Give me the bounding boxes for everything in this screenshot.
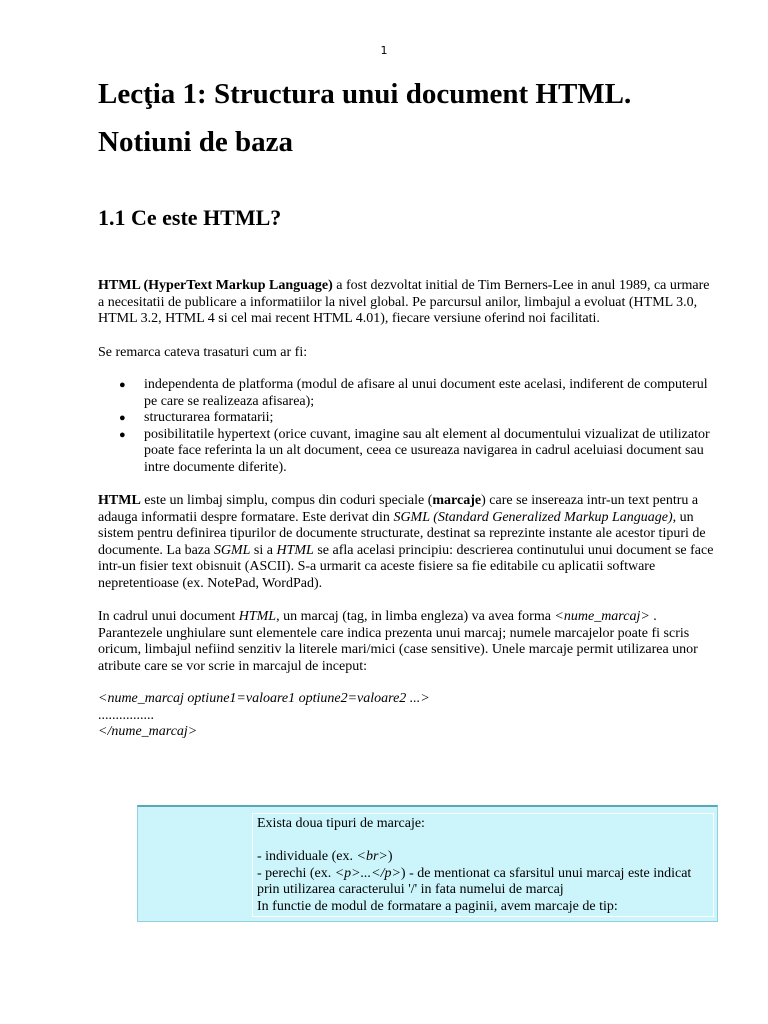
html-definition-paragraph: HTML este un limbaj simplu, compus din coduri speciale (marcaje) care se insereaza intr-un text pentru a adauga informatii despre formatare. Este derivat din SGML (Standard Generalized Markup Language), un sistem pentru definirea tipurilor de documente structurate, destinat sa reprezinte instante ale acestor tipuri de documente. La baza SGML si a HTML se afla acelasi principiu: descrierea continutului unui document se face intr-un fisier text obisnuit (ASCII). S-a urmarit ca aceste fisiere sa fie editabile cu aplicatii software nepretentioase (ex. NotePad, WordPad).: [98, 493, 714, 591]
callout-pairs-line: - perechi (ex. <p>...</p>) - de mentionat ca sfarsitul unui marcaj este indicat prin utilizarea caracterului '/' in fata numelui de marcaj: [257, 865, 692, 897]
code-line-dots: ................: [98, 707, 154, 723]
bullet-icon: ●: [119, 428, 126, 441]
section-heading: 1.1 Ce este HTML?: [98, 205, 282, 230]
intro-text: a fost dezvoltat initial de Tim Berners-Lee in anul 1989, ca urmare a necesitatii de publicare a informatiilor la nivel global. Pe parcursul anilor, limbajul a evoluat (HTML 3.0, HTML 3.2, HTML 4 si cel mai recent HTML 4.01), fiecare versiune oferind noi facilitati.: [98, 278, 710, 326]
callout-individual-line: - individuale (ex. <br>): [257, 849, 393, 864]
code-line-open: <nume_marcaj optiune1=valoare1 optiune2=valoare2 ...>: [98, 691, 430, 706]
bullet-icon: ●: [119, 412, 126, 424]
features-intro: Se remarca cateva trasaturi cum ar fi:: [98, 344, 308, 360]
features-list: [98, 377, 716, 476]
code-line-close: </nume_marcaj>: [98, 724, 198, 739]
callout-text: [252, 813, 714, 917]
callout-last-line: In functie de modul de formatare a paginii, avem marcaje de tip:: [257, 898, 618, 914]
tag-form-paragraph: In cadrul unui document HTML, un marcaj (tag, in limba engleza) va avea forma <nume_marcaj> . Parantezele unghiulare sunt elementele care indica prezenta unui marcaj; numele marcajelor poate fi scris oricum, limbajul nefiind senzitiv la literele mari/mici (case sensitive). Unele marcaje permit utilizarea unor atribute care se vor scrie in marcajul de inceput:: [98, 609, 698, 674]
list-item: ● posibilitatile hypertext (orice cuvant, imagine sau alt element al documentului vizualizat de utilizator poate face referinta la un alt document, ceea ce usureaza navigarea in cadrul aceluiasi document sau intre documente diferite).: [119, 426, 710, 475]
tag-syntax-example: [98, 691, 716, 741]
intro-paragraph: [98, 278, 716, 328]
html-term: HTML (HyperText Markup Language): [98, 278, 333, 293]
bullet-icon: ●: [119, 379, 126, 391]
list-item: ● structurarea formatarii;: [119, 410, 274, 425]
page-number: 1: [380, 44, 388, 57]
callout-heading: Exista doua tipuri de marcaje:: [257, 816, 425, 831]
list-item: ● independenta de platforma (modul de afisare al unui document este acelasi, indiferent de computerul pe care se realizeaza afisarea);: [119, 377, 708, 409]
lesson-title: Lecţia 1: Structura unui document HTML. Notiuni de baza: [98, 78, 632, 158]
tag-types-callout: [137, 805, 718, 922]
document-body: [98, 70, 716, 741]
